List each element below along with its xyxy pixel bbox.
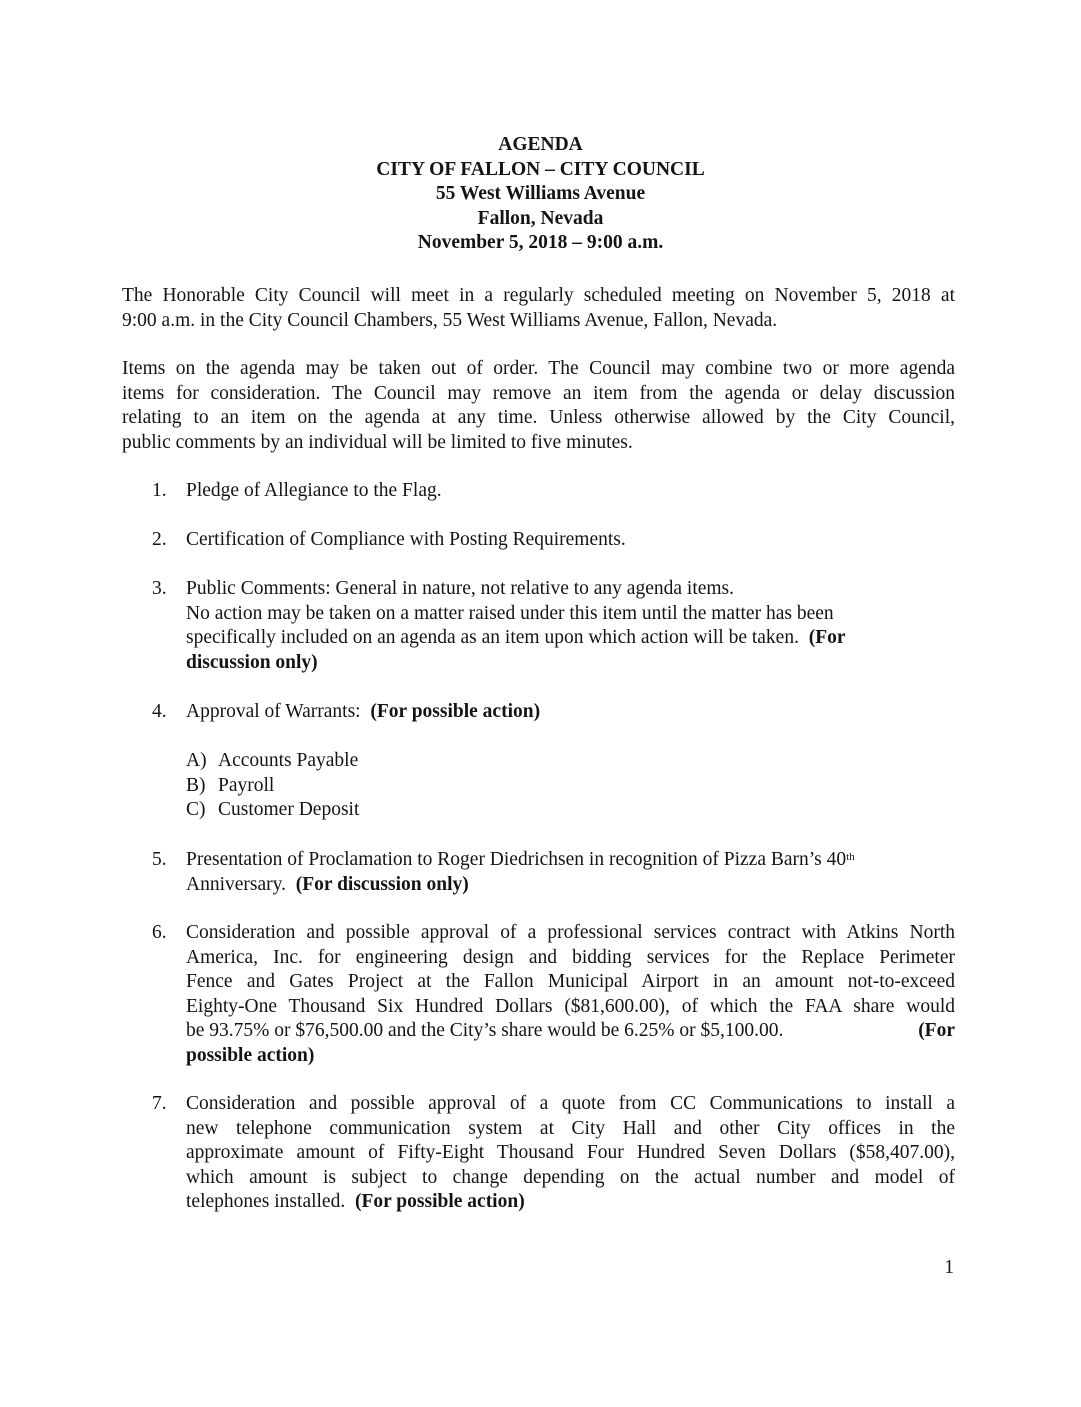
action-tag: (For — [808, 627, 846, 648]
item-text: telephones installed. — [186, 1191, 346, 1212]
item-text: specifically included on an agenda as an item upon which action will be taken. — [186, 627, 799, 648]
intro-line: The Honorable City Council will meet in a regularly scheduled meeting on November 5, 2018 at — [122, 285, 955, 306]
subitem-row — [186, 749, 359, 774]
item-text: new telephone communication system at City Hall and other City offices in the — [186, 1117, 955, 1139]
item-text: Consideration and possible approval of a quote from CC Communications to install a — [186, 1093, 955, 1114]
street-address: 55 West Williams Avenue — [435, 183, 646, 204]
council-name: CITY OF FALLON – CITY COUNCIL — [376, 158, 705, 180]
subitem-letter: B) — [186, 774, 206, 796]
item-text: which amount is subject to change depending on the actual number and model of — [186, 1166, 955, 1188]
action-tag: discussion only) — [186, 651, 318, 673]
subitem-row — [186, 774, 359, 799]
item-text: Approval of Warrants: — [186, 701, 361, 722]
warrant-subitems — [186, 749, 359, 823]
rules-paragraph — [122, 357, 955, 455]
action-tag: (For possible action) — [370, 701, 541, 722]
subitem-text: Payroll — [218, 774, 275, 796]
item-text: America, Inc. for engineering design and bidding services for the Replace Perimeter — [186, 946, 955, 968]
item-text: Presentation of Proclamation to Roger Diedrichsen in recognition of Pizza Barn’s 40 — [186, 849, 847, 870]
item-number: 4. — [152, 701, 167, 722]
intro-paragraph — [122, 284, 955, 333]
intro-line: 9:00 a.m. in the City Council Chambers, 55 West Williams Avenue, Fallon, Nevada. — [122, 309, 778, 331]
item-number: 7. — [152, 1093, 167, 1114]
page-number: 1 — [944, 1257, 954, 1278]
subitem-letter: A) — [186, 750, 207, 771]
meeting-datetime: November 5, 2018 – 9:00 a.m. — [417, 232, 664, 253]
action-tag: (For possible action) — [354, 1191, 525, 1212]
item-text: approximate amount of Fifty-Eight Thousand Four Hundred Seven Dollars ($58,407.00), — [186, 1142, 955, 1163]
agenda-title: AGENDA — [498, 134, 583, 155]
item-number: 3. — [152, 578, 167, 599]
item-number: 6. — [152, 922, 167, 943]
ordinal-suffix: th — [846, 851, 855, 863]
subitem-text: Customer Deposit — [218, 799, 360, 820]
agenda-header — [0, 133, 1081, 256]
item-text: Fence and Gates Project at the Fallon Municipal Airport in an amount not-to-exceed — [186, 971, 955, 992]
action-tag: (For — [918, 1020, 955, 1041]
city-state: Fallon, Nevada — [477, 207, 604, 229]
item-number: 2. — [152, 529, 167, 550]
item-text: No action may be taken on a matter raised under this item until the matter has been — [186, 602, 834, 624]
item-text: Anniversary. — [186, 873, 286, 895]
item-text: Public Comments: General in nature, not relative to any agenda items. — [186, 578, 735, 599]
item-text: Certification of Compliance with Posting Requirements. — [186, 529, 626, 550]
rules-line: items for consideration. The Council may remove an item from the agenda or delay discussion — [122, 382, 955, 404]
item-text: be 93.75% or $76,500.00 and the City’s share would be 6.25% or $5,100.00. — [186, 1020, 784, 1041]
rules-line: Items on the agenda may be taken out of order. The Council may combine two or more agenda — [122, 358, 955, 379]
subitem-text: Accounts Payable — [218, 750, 359, 771]
item-number: 5. — [152, 849, 167, 870]
rules-line: relating to an item on the agenda at any time. Unless otherwise allowed by the City Council, — [122, 407, 955, 428]
action-tag: (For discussion only) — [295, 873, 469, 895]
subitem-row — [186, 798, 359, 823]
item-text: Consideration and possible approval of a professional services contract with Atkins North — [186, 922, 955, 943]
action-tag: possible action) — [186, 1044, 315, 1066]
item-text: Eighty-One Thousand Six Hundred Dollars ($81,600.00), of which the FAA share would — [186, 995, 955, 1017]
item-number: 1. — [152, 480, 167, 501]
subitem-letter: C) — [186, 799, 206, 820]
item-text: Pledge of Allegiance to the Flag. — [186, 480, 442, 501]
rules-line: public comments by an individual will be limited to five minutes. — [122, 431, 633, 453]
